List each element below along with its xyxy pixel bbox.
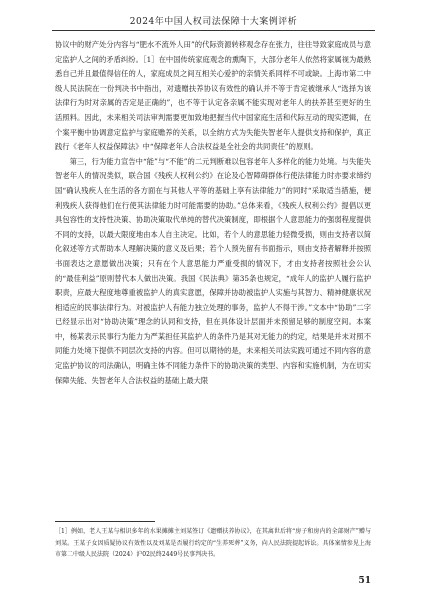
paragraph-2: 第三，行为能力宣告中“能”与“不能”的二元判断难以包容老年人多样化的能力处境。与失能失智老年人的情况类似，联合国《残疾人权利公约》在论及心智障碍群体行使法律能力时亦要求缔约国“确认残疾人在生活的各方面在与其他人平等的基础上享有法律能力”的同时“采取适当措施，便利残疾人获得他们在行使其法律能力时可能需要的协助。”总体来看，《残疾人权利公约》提倡以更具包容性的支持性决策、协助决策取代单纯的替代决策制度，即根据个人意思能力的强弱程度提供不同的支持，以最大限度地由本人自主决定。比如，若个人的意思能力轻微受损，则由支持者以简化叙述等方式帮助本人理解决策的意义及后果；若个人预先留有书面指示，则由支持者解释并按照书面表达之意愿做出决策；只有在个人意思能力严重受损的情况下，才由支持者按照社会公认的“最佳利益”原则替代本人做出决策。我国《民法典》第35条也规定，“成年人的监护人履行监护职责，应最大程度地尊重被监护人的真实意愿，保障并协助被监护人实施与其智力、精神健康状况相适应的民事法律行为。对被监护人有能力独立处理的事务，监护人不得干涉。”文本中“协助”二字已经显示出对“协助决策”理念的认同和支持，但在具体设计层面并未预留足够的制度空间。本案中，杨某表示民事行为能力为严某担任其监护人的条件乃是其对无能力的约定，结果是并未对照不同能力处境下提供不同层次支持的内容。但可以期待的是，未来相关司法实践可通过不同内容的意定监护协议的司法确认，明确主体不同能力条件下的协助决策的类型、内容和实施机制，为在切实保障失能、失智老年人合法权益的基础上最大限 xyxy=(55,156,371,385)
footnote: ［1］例如，老人王某与相识多年的水果摊摊主刘某签订《遗赠扶养协议》，在其离世后将“房子和房内的全部财产”赠与刘某。王某子女因质疑协议有效性以及刘某是否履行约定的“生养死葬”义务，向人民法院提起诉讼。具体案情参见上海市第二中级人民法院（2024）沪02民终2449号民事判决书。 xyxy=(55,528,371,558)
page-number: 51 xyxy=(358,576,371,586)
paragraph-1: 协议中的财产处分内容与“肥水不流外人田”的代际资源转移观念存在张力，往往导致家庭成员与意定监护人之间的矛盾纠纷。［1］在中国传统家庭观念的熏陶下，大部分老年人依然将家属视为最熟悉自己并且最值得信任的人，家庭成员之间互相关心爱护的亲情关系同样不可或缺。上海市第二中级人民法院在一份判决书中指出，对遗赠扶养协议有效性的确认并不等于肯定被继承人“选择为该法律行为时对亲属的否定是正确的”，也不等于认定各亲属不能实现对老年人的扶养甚至更好的生活照料。因此，未来相关司法审判需要更加致地把握当代中国家庭生活和代际互动的现实逻辑，在个案平衡中协调意定监护与家庭赡养的关系，以全纳方式为失能失智老年人提供支持和保护，真正践行《老年人权益保障法》中“保障老年人合法权益是全社会的共同责任”的原则。 xyxy=(55,40,371,152)
footnote-rule xyxy=(55,521,155,522)
body-text xyxy=(55,38,371,388)
header-rule xyxy=(52,30,375,31)
running-header: 2024年中国人权司法保障十大案例评析 xyxy=(129,17,298,27)
